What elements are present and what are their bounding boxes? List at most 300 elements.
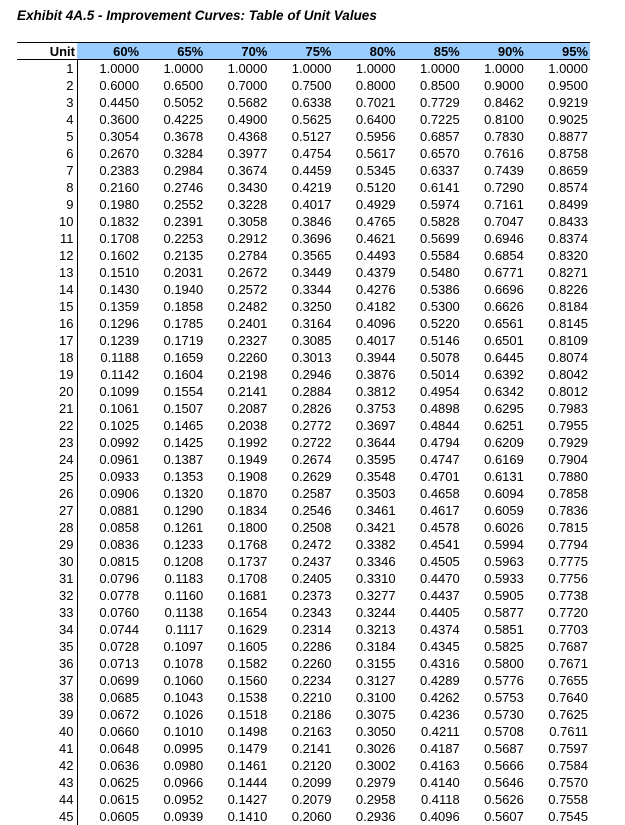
unit-value-cell: 0.4096: [398, 808, 462, 825]
unit-value-cell: 0.5617: [334, 145, 398, 162]
unit-value-cell: 0.4211: [398, 723, 462, 740]
unit-value-cell: 0.1498: [205, 723, 269, 740]
table-row: [17, 468, 590, 485]
unit-value-cell: 0.7729: [398, 94, 462, 111]
unit-value-cell: 0.6209: [462, 434, 526, 451]
unit-value-cell: 0.3846: [269, 213, 333, 230]
unit-value-cell: 0.4017: [334, 332, 398, 349]
unit-value-cell: 0.0636: [77, 757, 141, 774]
unit-number-cell: 16: [17, 315, 77, 332]
unit-value-cell: 0.2629: [269, 468, 333, 485]
unit-value-cell: 0.4470: [398, 570, 462, 587]
table-row: [17, 264, 590, 281]
unit-value-cell: 0.1117: [141, 621, 205, 638]
unit-value-cell: 0.6854: [462, 247, 526, 264]
unit-number-cell: 6: [17, 145, 77, 162]
unit-number-cell: 20: [17, 383, 77, 400]
unit-number-cell: 26: [17, 485, 77, 502]
unit-value-cell: 0.1800: [205, 519, 269, 536]
unit-value-cell: 0.2314: [269, 621, 333, 638]
unit-value-cell: 0.3595: [334, 451, 398, 468]
unit-value-cell: 0.6445: [462, 349, 526, 366]
unit-value-cell: 0.1430: [77, 281, 141, 298]
unit-value-cell: 0.8184: [526, 298, 590, 315]
table-row: [17, 740, 590, 757]
table-row: [17, 434, 590, 451]
table-row: [17, 604, 590, 621]
table-row: [17, 230, 590, 247]
unit-number-cell: 38: [17, 689, 77, 706]
unit-value-cell: 0.2482: [205, 298, 269, 315]
unit-value-cell: 0.4225: [141, 111, 205, 128]
unit-value-cell: 0.6771: [462, 264, 526, 281]
unit-value-cell: 0.8499: [526, 196, 590, 213]
unit-value-cell: 0.2260: [205, 349, 269, 366]
unit-value-cell: 0.4163: [398, 757, 462, 774]
unit-number-cell: 39: [17, 706, 77, 723]
unit-value-cell: 0.1060: [141, 672, 205, 689]
unit-value-cell: 0.2587: [269, 485, 333, 502]
table-row: [17, 655, 590, 672]
unit-value-cell: 0.7570: [526, 774, 590, 791]
unit-value-cell: 0.7597: [526, 740, 590, 757]
table-row: [17, 145, 590, 162]
unit-number-cell: 31: [17, 570, 77, 587]
unit-value-cell: 0.1387: [141, 451, 205, 468]
unit-number-cell: 5: [17, 128, 77, 145]
unit-value-cell: 0.3100: [334, 689, 398, 706]
unit-value-cell: 0.3548: [334, 468, 398, 485]
unit-value-cell: 0.0728: [77, 638, 141, 655]
unit-value-cell: 0.4450: [77, 94, 141, 111]
unit-value-cell: 0.0744: [77, 621, 141, 638]
unit-value-cell: 0.0906: [77, 485, 141, 502]
unit-value-cell: 0.7703: [526, 621, 590, 638]
table-row: [17, 77, 590, 94]
column-header-unit: Unit: [17, 43, 77, 60]
unit-value-cell: 0.3876: [334, 366, 398, 383]
unit-value-cell: 0.7955: [526, 417, 590, 434]
unit-value-cell: 0.0796: [77, 570, 141, 587]
unit-value-cell: 0.7720: [526, 604, 590, 621]
unit-value-cell: 0.4187: [398, 740, 462, 757]
unit-value-cell: 0.6059: [462, 502, 526, 519]
unit-value-cell: 0.6500: [141, 77, 205, 94]
unit-value-cell: 0.5956: [334, 128, 398, 145]
unit-value-cell: 0.1832: [77, 213, 141, 230]
unit-value-cell: 0.1025: [77, 417, 141, 434]
unit-value-cell: 0.1992: [205, 434, 269, 451]
unit-value-cell: 0.4096: [334, 315, 398, 332]
unit-value-cell: 0.6857: [398, 128, 462, 145]
unit-value-cell: 0.4182: [334, 298, 398, 315]
unit-value-cell: 0.6626: [462, 298, 526, 315]
unit-value-cell: 0.6094: [462, 485, 526, 502]
unit-value-cell: 0.3075: [334, 706, 398, 723]
unit-number-cell: 36: [17, 655, 77, 672]
unit-value-cell: 0.0933: [77, 468, 141, 485]
unit-value-cell: 0.0980: [141, 757, 205, 774]
unit-value-cell: 0.2099: [269, 774, 333, 791]
unit-value-cell: 0.1834: [205, 502, 269, 519]
unit-value-cell: 0.3644: [334, 434, 398, 451]
table-row: [17, 196, 590, 213]
unit-value-cell: 0.5386: [398, 281, 462, 298]
unit-value-cell: 0.2552: [141, 196, 205, 213]
table-row: [17, 332, 590, 349]
unit-value-cell: 0.2508: [269, 519, 333, 536]
unit-value-cell: 0.8012: [526, 383, 590, 400]
unit-value-cell: 0.1010: [141, 723, 205, 740]
unit-number-cell: 29: [17, 536, 77, 553]
unit-value-cell: 0.7858: [526, 485, 590, 502]
table-row: [17, 587, 590, 604]
unit-value-cell: 0.1479: [205, 740, 269, 757]
unit-value-cell: 0.1554: [141, 383, 205, 400]
unit-value-cell: 0.3421: [334, 519, 398, 536]
unit-value-cell: 0.0858: [77, 519, 141, 536]
unit-number-cell: 8: [17, 179, 77, 196]
unit-value-cell: 0.6295: [462, 400, 526, 417]
unit-value-cell: 0.4289: [398, 672, 462, 689]
unit-value-cell: 0.2936: [334, 808, 398, 825]
unit-value-cell: 0.8500: [398, 77, 462, 94]
unit-value-cell: 0.1353: [141, 468, 205, 485]
unit-value-cell: 0.0815: [77, 553, 141, 570]
unit-value-cell: 0.4541: [398, 536, 462, 553]
unit-values-table: [17, 42, 590, 825]
unit-value-cell: 0.2772: [269, 417, 333, 434]
unit-value-cell: 0.4617: [398, 502, 462, 519]
unit-value-cell: 0.2038: [205, 417, 269, 434]
unit-value-cell: 0.8145: [526, 315, 590, 332]
table-row: [17, 366, 590, 383]
unit-value-cell: 0.1870: [205, 485, 269, 502]
unit-value-cell: 0.2405: [269, 570, 333, 587]
unit-value-cell: 0.2186: [269, 706, 333, 723]
unit-value-cell: 0.5800: [462, 655, 526, 672]
unit-value-cell: 0.3228: [205, 196, 269, 213]
unit-value-cell: 0.7775: [526, 553, 590, 570]
unit-number-cell: 11: [17, 230, 77, 247]
unit-value-cell: 0.7161: [462, 196, 526, 213]
unit-value-cell: 0.6141: [398, 179, 462, 196]
unit-value-cell: 0.4900: [205, 111, 269, 128]
unit-value-cell: 0.5963: [462, 553, 526, 570]
unit-value-cell: 0.3250: [269, 298, 333, 315]
table-row: [17, 757, 590, 774]
unit-value-cell: 0.3058: [205, 213, 269, 230]
unit-value-cell: 0.7616: [462, 145, 526, 162]
unit-value-cell: 1.0000: [398, 60, 462, 78]
unit-value-cell: 0.7738: [526, 587, 590, 604]
unit-value-cell: 0.2343: [269, 604, 333, 621]
table-row: [17, 179, 590, 196]
unit-number-cell: 33: [17, 604, 77, 621]
column-header-65: 65%: [141, 43, 205, 60]
unit-value-cell: 0.5584: [398, 247, 462, 264]
unit-value-cell: 0.4765: [334, 213, 398, 230]
table-row: [17, 128, 590, 145]
table-row: [17, 519, 590, 536]
unit-number-cell: 21: [17, 400, 77, 417]
unit-value-cell: 0.3600: [77, 111, 141, 128]
unit-value-cell: 0.8758: [526, 145, 590, 162]
unit-number-cell: 12: [17, 247, 77, 264]
unit-value-cell: 0.7815: [526, 519, 590, 536]
unit-number-cell: 43: [17, 774, 77, 791]
unit-value-cell: 0.8659: [526, 162, 590, 179]
unit-value-cell: 0.4754: [269, 145, 333, 162]
unit-value-cell: 0.3054: [77, 128, 141, 145]
unit-value-cell: 0.7500: [269, 77, 333, 94]
unit-value-cell: 0.3310: [334, 570, 398, 587]
unit-value-cell: 0.3461: [334, 502, 398, 519]
unit-value-cell: 0.5851: [462, 621, 526, 638]
unit-value-cell: 0.2946: [269, 366, 333, 383]
unit-value-cell: 0.0660: [77, 723, 141, 740]
unit-value-cell: 0.5708: [462, 723, 526, 740]
unit-value-cell: 0.2160: [77, 179, 141, 196]
unit-number-cell: 25: [17, 468, 77, 485]
table-row: [17, 111, 590, 128]
unit-value-cell: 0.7225: [398, 111, 462, 128]
unit-value-cell: 0.3346: [334, 553, 398, 570]
unit-value-cell: 0.5052: [141, 94, 205, 111]
unit-value-cell: 0.2060: [269, 808, 333, 825]
table-row: [17, 536, 590, 553]
unit-value-cell: 0.5220: [398, 315, 462, 332]
table-row: [17, 621, 590, 638]
unit-value-cell: 0.1142: [77, 366, 141, 383]
unit-value-cell: 0.4658: [398, 485, 462, 502]
unit-value-cell: 0.8462: [462, 94, 526, 111]
unit-value-cell: 0.9219: [526, 94, 590, 111]
unit-value-cell: 0.4701: [398, 468, 462, 485]
unit-value-cell: 0.1296: [77, 315, 141, 332]
unit-value-cell: 0.2141: [269, 740, 333, 757]
unit-value-cell: 0.1510: [77, 264, 141, 281]
unit-value-cell: 0.8574: [526, 179, 590, 196]
unit-value-cell: 0.1940: [141, 281, 205, 298]
table-body: [17, 60, 590, 825]
unit-value-cell: 0.3344: [269, 281, 333, 298]
unit-value-cell: 0.0966: [141, 774, 205, 791]
unit-value-cell: 0.7558: [526, 791, 590, 808]
unit-value-cell: 0.2958: [334, 791, 398, 808]
unit-value-cell: 0.5828: [398, 213, 462, 230]
unit-value-cell: 0.6946: [462, 230, 526, 247]
unit-value-cell: 0.1359: [77, 298, 141, 315]
unit-value-cell: 0.5146: [398, 332, 462, 349]
unit-value-cell: 0.4236: [398, 706, 462, 723]
table-row: [17, 400, 590, 417]
unit-value-cell: 0.2979: [334, 774, 398, 791]
unit-number-cell: 23: [17, 434, 77, 451]
unit-value-cell: 0.3449: [269, 264, 333, 281]
unit-value-cell: 0.2472: [269, 536, 333, 553]
unit-value-cell: 0.5877: [462, 604, 526, 621]
unit-value-cell: 0.5933: [462, 570, 526, 587]
unit-value-cell: 0.2912: [205, 230, 269, 247]
column-header-70: 70%: [205, 43, 269, 60]
unit-value-cell: 0.1099: [77, 383, 141, 400]
unit-value-cell: 0.1507: [141, 400, 205, 417]
unit-value-cell: 0.1719: [141, 332, 205, 349]
unit-number-cell: 35: [17, 638, 77, 655]
unit-value-cell: 0.2120: [269, 757, 333, 774]
unit-value-cell: 0.3244: [334, 604, 398, 621]
unit-value-cell: 0.2437: [269, 553, 333, 570]
unit-value-cell: 0.1708: [205, 570, 269, 587]
unit-value-cell: 0.0625: [77, 774, 141, 791]
table-row: [17, 723, 590, 740]
unit-value-cell: 0.3430: [205, 179, 269, 196]
unit-value-cell: 0.5730: [462, 706, 526, 723]
unit-value-cell: 0.0836: [77, 536, 141, 553]
unit-value-cell: 0.8100: [462, 111, 526, 128]
unit-number-cell: 27: [17, 502, 77, 519]
unit-value-cell: 0.1465: [141, 417, 205, 434]
unit-value-cell: 0.4118: [398, 791, 462, 808]
column-header-95: 95%: [526, 43, 590, 60]
unit-value-cell: 0.1425: [141, 434, 205, 451]
unit-value-cell: 0.2383: [77, 162, 141, 179]
unit-value-cell: 0.8877: [526, 128, 590, 145]
unit-value-cell: 0.7830: [462, 128, 526, 145]
unit-value-cell: 0.5646: [462, 774, 526, 791]
unit-value-cell: 0.7655: [526, 672, 590, 689]
table-row: [17, 672, 590, 689]
unit-value-cell: 0.4262: [398, 689, 462, 706]
unit-value-cell: 0.0881: [77, 502, 141, 519]
unit-value-cell: 0.0672: [77, 706, 141, 723]
unit-number-cell: 28: [17, 519, 77, 536]
unit-value-cell: 0.4405: [398, 604, 462, 621]
unit-value-cell: 0.3812: [334, 383, 398, 400]
unit-value-cell: 0.1097: [141, 638, 205, 655]
unit-value-cell: 0.7756: [526, 570, 590, 587]
unit-value-cell: 0.1908: [205, 468, 269, 485]
unit-value-cell: 0.1188: [77, 349, 141, 366]
unit-value-cell: 0.2286: [269, 638, 333, 655]
table-row: [17, 298, 590, 315]
unit-number-cell: 15: [17, 298, 77, 315]
unit-number-cell: 32: [17, 587, 77, 604]
unit-value-cell: 0.4493: [334, 247, 398, 264]
unit-value-cell: 0.5345: [334, 162, 398, 179]
unit-value-cell: 0.0961: [77, 451, 141, 468]
table-row: [17, 502, 590, 519]
unit-value-cell: 0.8320: [526, 247, 590, 264]
unit-value-cell: 0.7836: [526, 502, 590, 519]
unit-value-cell: 0.3277: [334, 587, 398, 604]
unit-value-cell: 0.7584: [526, 757, 590, 774]
unit-number-cell: 19: [17, 366, 77, 383]
unit-value-cell: 0.5607: [462, 808, 526, 825]
table-row: [17, 383, 590, 400]
unit-value-cell: 0.1538: [205, 689, 269, 706]
unit-value-cell: 0.1239: [77, 332, 141, 349]
unit-value-cell: 0.9025: [526, 111, 590, 128]
column-header-60: 60%: [77, 43, 141, 60]
unit-value-cell: 0.2234: [269, 672, 333, 689]
unit-value-cell: 0.3013: [269, 349, 333, 366]
unit-value-cell: 0.5626: [462, 791, 526, 808]
unit-number-cell: 42: [17, 757, 77, 774]
unit-value-cell: 0.6342: [462, 383, 526, 400]
table-row: [17, 315, 590, 332]
unit-value-cell: 0.1737: [205, 553, 269, 570]
unit-value-cell: 0.1560: [205, 672, 269, 689]
unit-value-cell: 0.7904: [526, 451, 590, 468]
unit-value-cell: 0.1138: [141, 604, 205, 621]
unit-value-cell: 0.6501: [462, 332, 526, 349]
unit-value-cell: 0.4374: [398, 621, 462, 638]
unit-value-cell: 0.5825: [462, 638, 526, 655]
table-row: [17, 808, 590, 825]
unit-value-cell: 1.0000: [269, 60, 333, 78]
unit-value-cell: 0.5974: [398, 196, 462, 213]
unit-value-cell: 0.1061: [77, 400, 141, 417]
unit-value-cell: 0.3155: [334, 655, 398, 672]
unit-value-cell: 0.1654: [205, 604, 269, 621]
unit-value-cell: 0.2826: [269, 400, 333, 417]
unit-value-cell: 0.4437: [398, 587, 462, 604]
unit-value-cell: 0.0995: [141, 740, 205, 757]
unit-value-cell: 0.1233: [141, 536, 205, 553]
unit-value-cell: 0.2722: [269, 434, 333, 451]
unit-value-cell: 0.8271: [526, 264, 590, 281]
unit-value-cell: 0.4954: [398, 383, 462, 400]
unit-number-cell: 7: [17, 162, 77, 179]
unit-value-cell: 0.6696: [462, 281, 526, 298]
table-row: [17, 706, 590, 723]
unit-value-cell: 0.3050: [334, 723, 398, 740]
unit-value-cell: 0.3977: [205, 145, 269, 162]
unit-value-cell: 0.0713: [77, 655, 141, 672]
unit-value-cell: 1.0000: [141, 60, 205, 78]
unit-value-cell: 0.8109: [526, 332, 590, 349]
unit-value-cell: 0.7290: [462, 179, 526, 196]
unit-value-cell: 0.5625: [269, 111, 333, 128]
unit-value-cell: 0.1980: [77, 196, 141, 213]
unit-value-cell: 0.1582: [205, 655, 269, 672]
unit-value-cell: 0.5300: [398, 298, 462, 315]
unit-value-cell: 0.7794: [526, 536, 590, 553]
unit-value-cell: 0.1708: [77, 230, 141, 247]
unit-number-cell: 24: [17, 451, 77, 468]
unit-value-cell: 0.5480: [398, 264, 462, 281]
unit-value-cell: 0.2572: [205, 281, 269, 298]
unit-number-cell: 13: [17, 264, 77, 281]
unit-number-cell: 3: [17, 94, 77, 111]
unit-value-cell: 0.0939: [141, 808, 205, 825]
unit-value-cell: 0.4929: [334, 196, 398, 213]
unit-value-cell: 0.5120: [334, 179, 398, 196]
unit-value-cell: 0.7625: [526, 706, 590, 723]
unit-value-cell: 0.6338: [269, 94, 333, 111]
unit-value-cell: 0.1461: [205, 757, 269, 774]
unit-value-cell: 0.7687: [526, 638, 590, 655]
unit-value-cell: 0.0648: [77, 740, 141, 757]
unit-value-cell: 0.1518: [205, 706, 269, 723]
unit-value-cell: 0.2141: [205, 383, 269, 400]
table-row: [17, 247, 590, 264]
unit-value-cell: 0.7640: [526, 689, 590, 706]
table-row: [17, 162, 590, 179]
unit-value-cell: 0.4219: [269, 179, 333, 196]
